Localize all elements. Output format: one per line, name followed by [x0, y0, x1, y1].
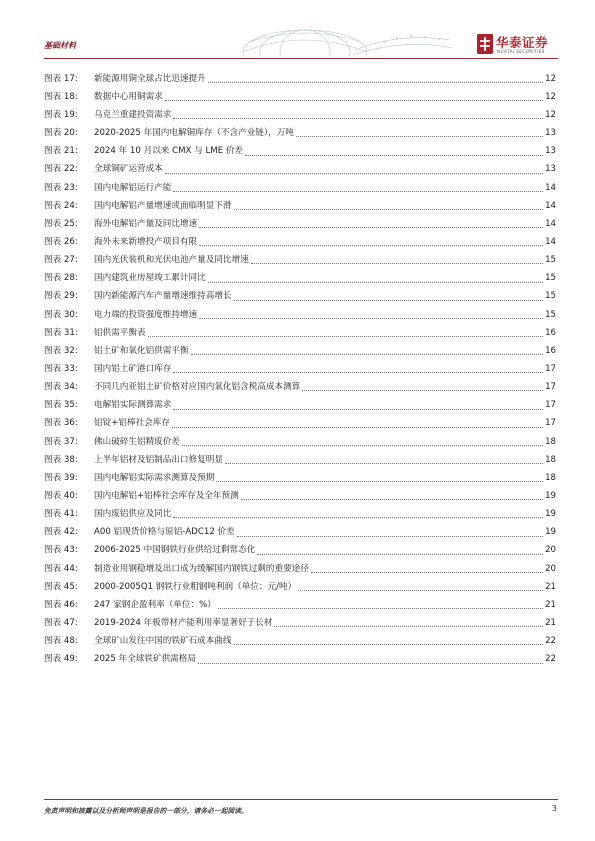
toc-entry-title: 国内光伏装机和光伏电池产量及同比增速	[94, 255, 249, 266]
toc-dot-leader	[148, 335, 543, 337]
toc-entry-title: 上半年铝材及铝制品出口修复明显	[94, 454, 223, 465]
toc-entry-title: 数据中心用铜需求	[94, 91, 163, 102]
toc-entry-title: 国内电解铝实际需求测算及预期	[94, 472, 215, 483]
toc-entry-page: 17	[545, 364, 556, 375]
toc-entry-title: 电力端的投资强度维持增速	[94, 309, 198, 320]
toc-dot-leader	[165, 99, 543, 101]
toc-entry-page: 15	[545, 309, 556, 320]
footer-divider	[44, 799, 558, 800]
toc-entry-title: 国内铝土矿港口库存	[94, 364, 172, 375]
toc-entry-title: 铝土矿和氧化铝供需平衡	[94, 345, 189, 356]
toc-dot-leader	[274, 625, 543, 627]
toc-entry-label: 图表 29:	[44, 291, 78, 302]
toc-dot-leader	[234, 299, 543, 301]
toc-entry-page: 22	[545, 654, 556, 665]
toc-entry[interactable]	[44, 415, 556, 433]
toc-entry-label: 图表 19:	[44, 110, 78, 121]
toc-entry-label: 图表 27:	[44, 255, 78, 266]
toc-entry-title: 2025 年全球铁矿供需格局	[94, 654, 196, 665]
toc-dot-leader	[296, 135, 543, 137]
toc-entry-page: 20	[545, 545, 556, 556]
toc-entry-page: 17	[545, 400, 556, 411]
toc-entry[interactable]	[44, 324, 556, 342]
toc-entry-page: 21	[545, 617, 556, 628]
toc-entry[interactable]	[44, 270, 556, 288]
toc-dot-leader	[191, 353, 543, 355]
toc-entry-label: 图表 38:	[44, 454, 78, 465]
toc-dot-leader	[241, 498, 543, 500]
toc-dot-leader	[245, 154, 543, 156]
toc-entry-page: 12	[545, 91, 556, 102]
toc-entry-page: 13	[545, 128, 556, 139]
toc-entry[interactable]	[44, 560, 556, 578]
toc-entry-title: 247 家钢企盈利率（单位：%）	[94, 599, 216, 610]
toc-entry-title: 国内电解铝+铝棒社会库存及全年预测	[94, 491, 239, 501]
toc-entry-title: 2020-2025 年国内电解铜库存（不含产业链），万吨	[94, 128, 294, 139]
toc-entry-label: 图表 30:	[44, 309, 78, 320]
toc-entry-label: 图表 25:	[44, 218, 78, 229]
toc-entry-page: 15	[545, 273, 556, 284]
toc-dot-leader	[208, 81, 543, 83]
toc-entry-label: 图表 40:	[44, 491, 78, 501]
toc-entry-label: 图表 22:	[44, 164, 78, 175]
toc-entry-label: 图表 33:	[44, 364, 78, 375]
toc-entry-label: 图表 48:	[44, 636, 78, 647]
toc-entry[interactable]	[44, 487, 556, 505]
toc-entry-title: 全球矿山发往中国的铁矿石成本曲线	[94, 636, 232, 647]
toc-entry-label: 图表 39:	[44, 472, 78, 483]
toc-entry-title: 国内电解铝运行产能	[94, 182, 172, 193]
toc-entry-title: 乌克兰重建投资需求	[94, 110, 172, 121]
toc-dot-leader	[257, 553, 543, 555]
toc-entry[interactable]	[44, 306, 556, 324]
toc-entry[interactable]	[44, 342, 556, 360]
toc-entry[interactable]	[44, 596, 556, 614]
toc-entry-page: 18	[545, 454, 556, 465]
page-number: 3	[551, 804, 557, 813]
toc-entry-page: 13	[545, 146, 556, 157]
toc-entry[interactable]	[44, 524, 556, 542]
toc-entry[interactable]	[44, 179, 556, 197]
toc-dot-leader	[173, 516, 543, 518]
toc-entry-page: 16	[545, 345, 556, 356]
toc-entry[interactable]	[44, 70, 556, 88]
toc-entry[interactable]	[44, 161, 556, 179]
header-divider	[44, 58, 558, 59]
toc-entry-label: 图表 21:	[44, 146, 78, 157]
toc-entry-title: 2019-2024 年板带材产能利用率显著好于长材	[94, 617, 273, 628]
toc-entry-label: 图表 18:	[44, 91, 78, 102]
toc-entry-page: 15	[545, 291, 556, 302]
toc-entry-title: 电解铝实际测算需求	[94, 400, 172, 411]
toc-entry[interactable]	[44, 106, 556, 124]
toc-entry-page: 14	[545, 218, 556, 229]
toc-entry-page: 13	[545, 164, 556, 175]
toc-entry[interactable]	[44, 233, 556, 251]
toc-entry-title: 制造业用钢稳增及出口成为缓解国内钢铁过剩的重要途径	[94, 563, 309, 574]
toc-dot-leader	[218, 607, 543, 609]
huatai-logo-icon	[476, 33, 494, 55]
toc-entry-label: 图表 32:	[44, 345, 78, 356]
toc-dot-leader	[298, 589, 543, 591]
header-globe-decoration	[235, 22, 455, 56]
toc-entry-label: 图表 24:	[44, 200, 78, 211]
toc-entry-label: 图表 17:	[44, 73, 78, 84]
toc-entry[interactable]	[44, 433, 556, 451]
toc-entry-label: 图表 28:	[44, 273, 78, 284]
toc-entry[interactable]	[44, 542, 556, 560]
toc-entry-label: 图表 23:	[44, 182, 78, 193]
toc-entry-page: 20	[545, 563, 556, 574]
toc-dot-leader	[311, 571, 543, 573]
toc-entry[interactable]	[44, 632, 556, 650]
toc-dot-leader	[225, 462, 543, 464]
toc-entry[interactable]	[44, 124, 556, 142]
toc-entry-page: 14	[545, 200, 556, 211]
toc-entry-title: 铝供需平衡表	[94, 327, 146, 338]
toc-dot-leader	[182, 444, 543, 446]
toc-entry[interactable]	[44, 360, 556, 378]
toc-entry-label: 图表 20:	[44, 128, 78, 139]
toc-entry-title: 新能源用铜全球占比迅速提升	[94, 73, 206, 84]
toc-entry[interactable]	[44, 197, 556, 215]
brand-name-cn: 华泰证券	[496, 35, 549, 50]
toc-entry-title: 国内电解铝产量增速或面临明显下滑	[94, 200, 232, 211]
header-category: 基础材料	[44, 41, 76, 50]
toc-dot-leader	[173, 190, 543, 192]
toc-entry-page: 18	[545, 472, 556, 483]
toc-entry[interactable]	[44, 651, 556, 669]
toc-dot-leader	[234, 643, 543, 645]
toc-dot-leader	[199, 244, 543, 246]
toc-entry-label: 图表 47:	[44, 617, 78, 628]
toc-entry-title: 2006-2025 中国钢铁行业供给过剩常态化	[94, 545, 256, 556]
footer-disclaimer: 免责声明和披露以及分析师声明是报告的一部分，请务必一起阅读。	[44, 807, 248, 815]
toc-entry-page: 17	[545, 418, 556, 429]
toc-entry-title: 国内建筑业房屋竣工累计同比	[94, 273, 206, 284]
toc-entry-label: 图表 44:	[44, 563, 78, 574]
toc-dot-leader	[172, 426, 543, 428]
toc-entry-page: 21	[545, 599, 556, 610]
toc-dot-leader	[198, 662, 543, 664]
toc-entry-label: 图表 35:	[44, 400, 78, 411]
toc-entry-page: 16	[545, 327, 556, 338]
toc-entry-title: 国内新能源汽车产量增速维持高增长	[94, 291, 232, 302]
toc-entry-title: 佛山破碎生铝精废价差	[94, 436, 180, 447]
toc-entry-page: 21	[545, 581, 556, 592]
toc-entry[interactable]	[44, 378, 556, 396]
toc-entry-title: 不同几内亚铝土矿价格对应国内氧化铝含税高成本测算	[94, 382, 301, 393]
toc-dot-leader	[199, 226, 543, 228]
toc-dot-leader	[165, 172, 543, 174]
toc-entry-page: 12	[545, 73, 556, 84]
toc-dot-leader	[234, 208, 543, 210]
toc-entry-label: 图表 49:	[44, 654, 78, 665]
toc-entry-label: 图表 37:	[44, 436, 78, 447]
toc-entry[interactable]	[44, 215, 556, 233]
toc-entry-label: 图表 31:	[44, 327, 78, 338]
toc-entry-label: 图表 36:	[44, 418, 78, 429]
toc-entry[interactable]	[44, 451, 556, 469]
toc-entry-page: 15	[545, 255, 556, 266]
toc-entry-label: 图表 41:	[44, 509, 78, 520]
toc-entry-page: 12	[545, 110, 556, 121]
toc-entry-label: 图表 46:	[44, 599, 78, 610]
toc-entry-page: 17	[545, 382, 556, 393]
brand-name-en: HUATAI SECURITIES	[497, 49, 545, 54]
toc-dot-leader	[199, 317, 543, 319]
toc-entry-title: 2000-2005Q1 钢铁行业粗钢吨利润（单位：元/吨）	[94, 581, 297, 592]
toc-entry-label: 图表 43:	[44, 545, 78, 556]
toc-entry-title: 海外未来新增投产项目有限	[94, 237, 198, 248]
toc-entry[interactable]	[44, 397, 556, 415]
toc-entry[interactable]	[44, 578, 556, 596]
toc-dot-leader	[302, 389, 543, 391]
toc-dot-leader	[208, 281, 543, 283]
figure-index-list	[44, 70, 556, 669]
toc-entry[interactable]	[44, 251, 556, 269]
toc-entry-page: 22	[545, 636, 556, 647]
toc-dot-leader	[173, 408, 543, 410]
toc-dot-leader	[251, 262, 543, 264]
toc-entry[interactable]	[44, 288, 556, 306]
toc-dot-leader	[216, 480, 543, 482]
toc-entry-title: 全球铜矿运营成本	[94, 164, 163, 175]
toc-entry-title: 2024 年 10 月以来 CMX 与 LME 价差	[94, 146, 244, 157]
toc-entry-title: 海外电解铝产量及同比增速	[94, 218, 198, 229]
toc-dot-leader	[237, 535, 543, 537]
toc-entry-page: 19	[545, 527, 556, 538]
toc-entry-title: 国内废铝供应及同比	[94, 509, 172, 520]
toc-entry[interactable]	[44, 469, 556, 487]
toc-entry-title: A00 铝现货价格与原铝-ADC12 价差	[94, 527, 235, 538]
toc-entry-page: 14	[545, 237, 556, 248]
brand-logo	[476, 33, 558, 55]
toc-dot-leader	[173, 371, 543, 373]
toc-entry-page: 18	[545, 436, 556, 447]
toc-entry[interactable]	[44, 88, 556, 106]
toc-entry-page: 14	[545, 182, 556, 193]
toc-entry[interactable]	[44, 614, 556, 632]
toc-entry[interactable]	[44, 505, 556, 523]
toc-entry-label: 图表 42:	[44, 527, 78, 538]
toc-entry[interactable]	[44, 143, 556, 161]
toc-entry-page: 19	[545, 509, 556, 520]
toc-entry-page: 19	[545, 491, 556, 501]
toc-entry-title: 铝锭+铝棒社会库存	[94, 418, 170, 429]
toc-entry-label: 图表 26:	[44, 237, 78, 248]
toc-entry-label: 图表 34:	[44, 382, 78, 393]
toc-entry-label: 图表 45:	[44, 581, 78, 592]
toc-dot-leader	[173, 117, 543, 119]
